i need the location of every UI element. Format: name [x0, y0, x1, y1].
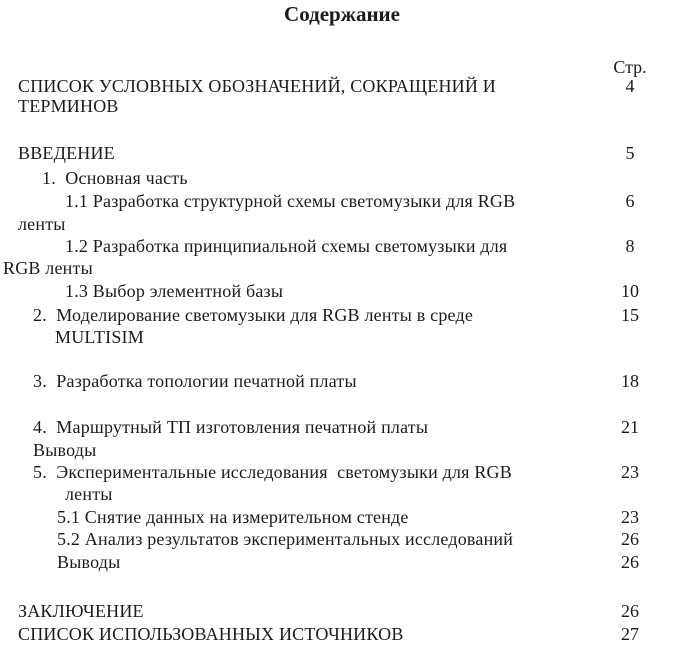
toc-line-abbreviations: СПИСОК УСЛОВНЫХ ОБОЗНАЧЕНИЙ, СОКРАЩЕНИЙ И — [18, 76, 496, 96]
toc-line-conclusions-4: Выводы — [33, 440, 97, 460]
toc-line-abbreviations-cont: ТЕРМИНОВ — [18, 96, 119, 116]
toc-page-number: 5 — [625, 143, 635, 163]
toc-line-section-2: 2. Моделирование светомузыки для RGB ленты в среде — [33, 305, 474, 325]
document-title: Содержание — [284, 2, 400, 26]
toc-line-section-5: 5. Экспериментальные исследования светомузыки для RGB — [33, 462, 512, 482]
toc-page-number: 4 — [625, 76, 635, 96]
toc-line-conclusion: ЗАКЛЮЧЕНИЕ — [18, 601, 144, 621]
toc-page-number: 26 — [621, 529, 639, 549]
toc-line-section-4: 4. Маршрутный ТП изготовления печатной платы — [33, 417, 429, 437]
page-column-header: Стр. — [613, 57, 647, 77]
toc-page-number: 15 — [621, 305, 639, 325]
toc-line-section-1-2-cont: RGB ленты — [3, 258, 93, 278]
toc-line-section-5-cont: ленты — [65, 484, 113, 504]
toc-line-section-1-1: 1.1 Разработка структурной схемы светомузыки для RGB — [65, 191, 516, 211]
toc-line-conclusions-5: Выводы — [57, 552, 121, 572]
toc-page-number: 27 — [621, 624, 639, 644]
toc-page-number: 26 — [621, 552, 639, 572]
toc-line-section-5-1: 5.1 Снятие данных на измерительном стенде — [57, 507, 409, 527]
toc-line-section-1-1-cont: ленты — [18, 214, 66, 234]
toc-line-references: СПИСОК ИСПОЛЬЗОВАННЫХ ИСТОЧНИКОВ — [18, 624, 404, 644]
toc-line-section-2-cont: MULTISIM — [55, 327, 144, 347]
toc-page-number: 21 — [621, 417, 639, 437]
toc-line-section-3: 3. Разработка топологии печатной платы — [33, 371, 357, 391]
toc-page-number: 6 — [625, 191, 635, 211]
toc-page-number: 23 — [621, 462, 639, 482]
toc-page-number: 23 — [621, 507, 639, 527]
toc-page-number: 18 — [621, 371, 639, 391]
toc-page-number: 10 — [621, 281, 639, 301]
toc-page-number: 8 — [625, 236, 635, 256]
toc-page-number: 26 — [621, 601, 639, 621]
toc-line-section-1-3: 1.3 Выбор элементной базы — [65, 281, 284, 301]
toc-line-introduction: ВВЕДЕНИЕ — [18, 143, 115, 163]
toc-line-section-1-2: 1.2 Разработка принципиальной схемы светомузыки для — [65, 236, 508, 256]
toc-line-section-1: 1. Основная часть — [42, 168, 188, 188]
toc-line-section-5-2: 5.2 Анализ результатов экспериментальных исследований — [57, 529, 514, 549]
